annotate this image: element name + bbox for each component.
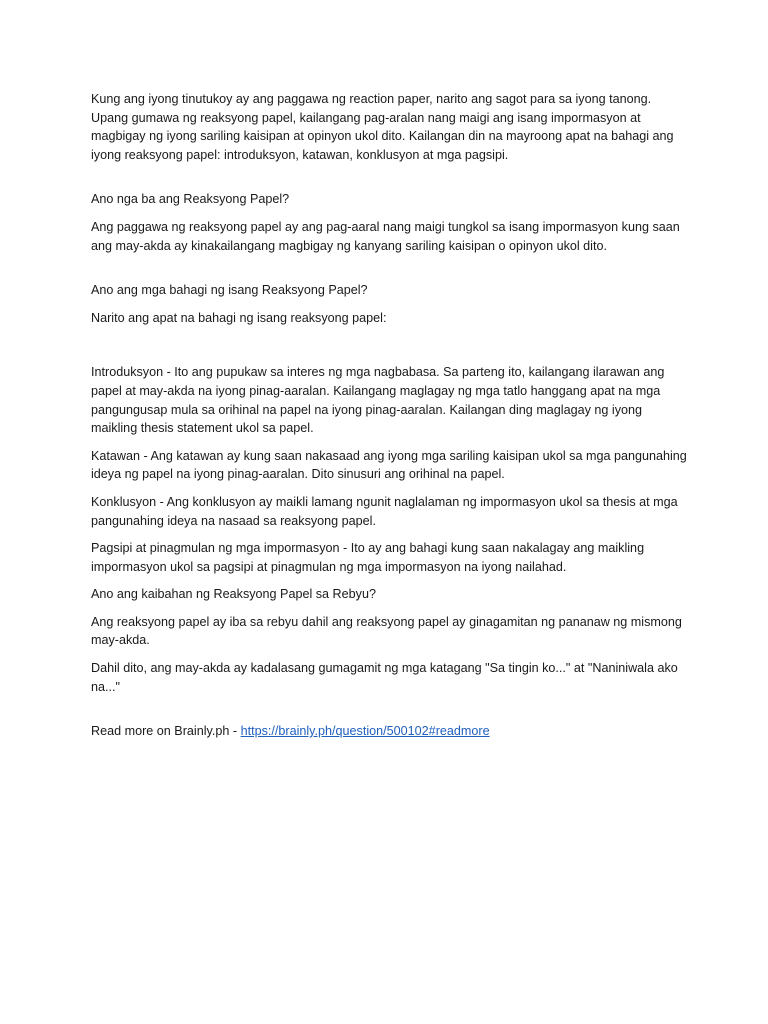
part-introduksyon: Introduksyon - Ito ang pupukaw sa interes ng mga nagbabasa. Sa parteng ito, kailangang ilarawan ang papel at may-akda na iyong pinag-aaralan. Kailangang maglagay ng mga tatlo hanggang apat na mga pangungusap mula sa orihinal na papel na iyong pinag-aaralan. Kailangan ding maglagay ng iyong maikling thesis statement ukol sa papel. (91, 365, 665, 436)
readmore-link[interactable]: https://brainly.ph/question/500102#readmore (240, 724, 490, 739)
parts-intro-paragraph: Narito ang apat na bahagi ng isang reaksyong papel: (91, 310, 387, 325)
definition-paragraph: Ang paggawa ng reaksyong papel ay ang pag-aaral nang maigi tungkol sa isang impormasyon kung saan ang may-akda ay kinakailangang magbigay ng kanyang sariling kaisipan o opinyon ukol dito. (91, 219, 680, 253)
question-heading-1: Ano nga ba ang Reaksyong Papel? (91, 192, 290, 207)
part-katawan: Katawan - Ang katawan ay kung saan nakasaad ang iyong mga sariling kaisipan ukol sa mga pangunahing ideya ng papel na iyong pinag-aaralan. Dito sinusuri ang orihinal na papel. (91, 448, 687, 482)
document-body (91, 90, 687, 750)
readmore-line (91, 722, 687, 741)
readmore-prefix: Read more on Brainly.ph - (91, 724, 241, 739)
example-phrases-paragraph: Dahil dito, ang may-akda ay kadalasang gumagamit ng mga katagang "Sa tingin ko..." at "Naniniwala ako na..." (91, 661, 678, 694)
question-heading-3: Ano ang kaibahan ng Reaksyong Papel sa Rebyu? (91, 587, 376, 602)
difference-paragraph: Ang reaksyong papel ay iba sa rebyu dahil ang reaksyong papel ay ginagamitan ng pananaw ng mismong may-akda. (91, 614, 682, 648)
intro-paragraph: Kung ang iyong tinutukoy ay ang paggawa ng reaction paper, narito ang sagot para sa iyong tanong. Upang gumawa ng reaksyong papel, kailangang pag-aralan nang maigi ang isang impormasyon at magbigay ng iyong sariling kaisipan at opinyon ukol dito. Kailangan din na mayroong apat na bahagi ang iyong reaksyong papel: introduksyon, katawan, konklusyon at mga pagsipi. (91, 92, 674, 162)
part-konklusyon: Konklusyon - Ang konklusyon ay maikli lamang ngunit naglalaman ng impormasyon ukol sa thesis at mga pangunahing ideya na nasaad sa reaksyong papel. (91, 494, 678, 528)
part-pagsipi: Pagsipi at pinagmulan ng mga impormasyon - Ito ay ang bahagi kung saan nakalagay ang maikling impormasyon ukol sa pagsipi at pinagmulan ng mga impormasyon na iyong nailahad. (91, 541, 645, 574)
question-heading-2: Ano ang mga bahagi ng isang Reaksyong Papel? (91, 283, 368, 298)
